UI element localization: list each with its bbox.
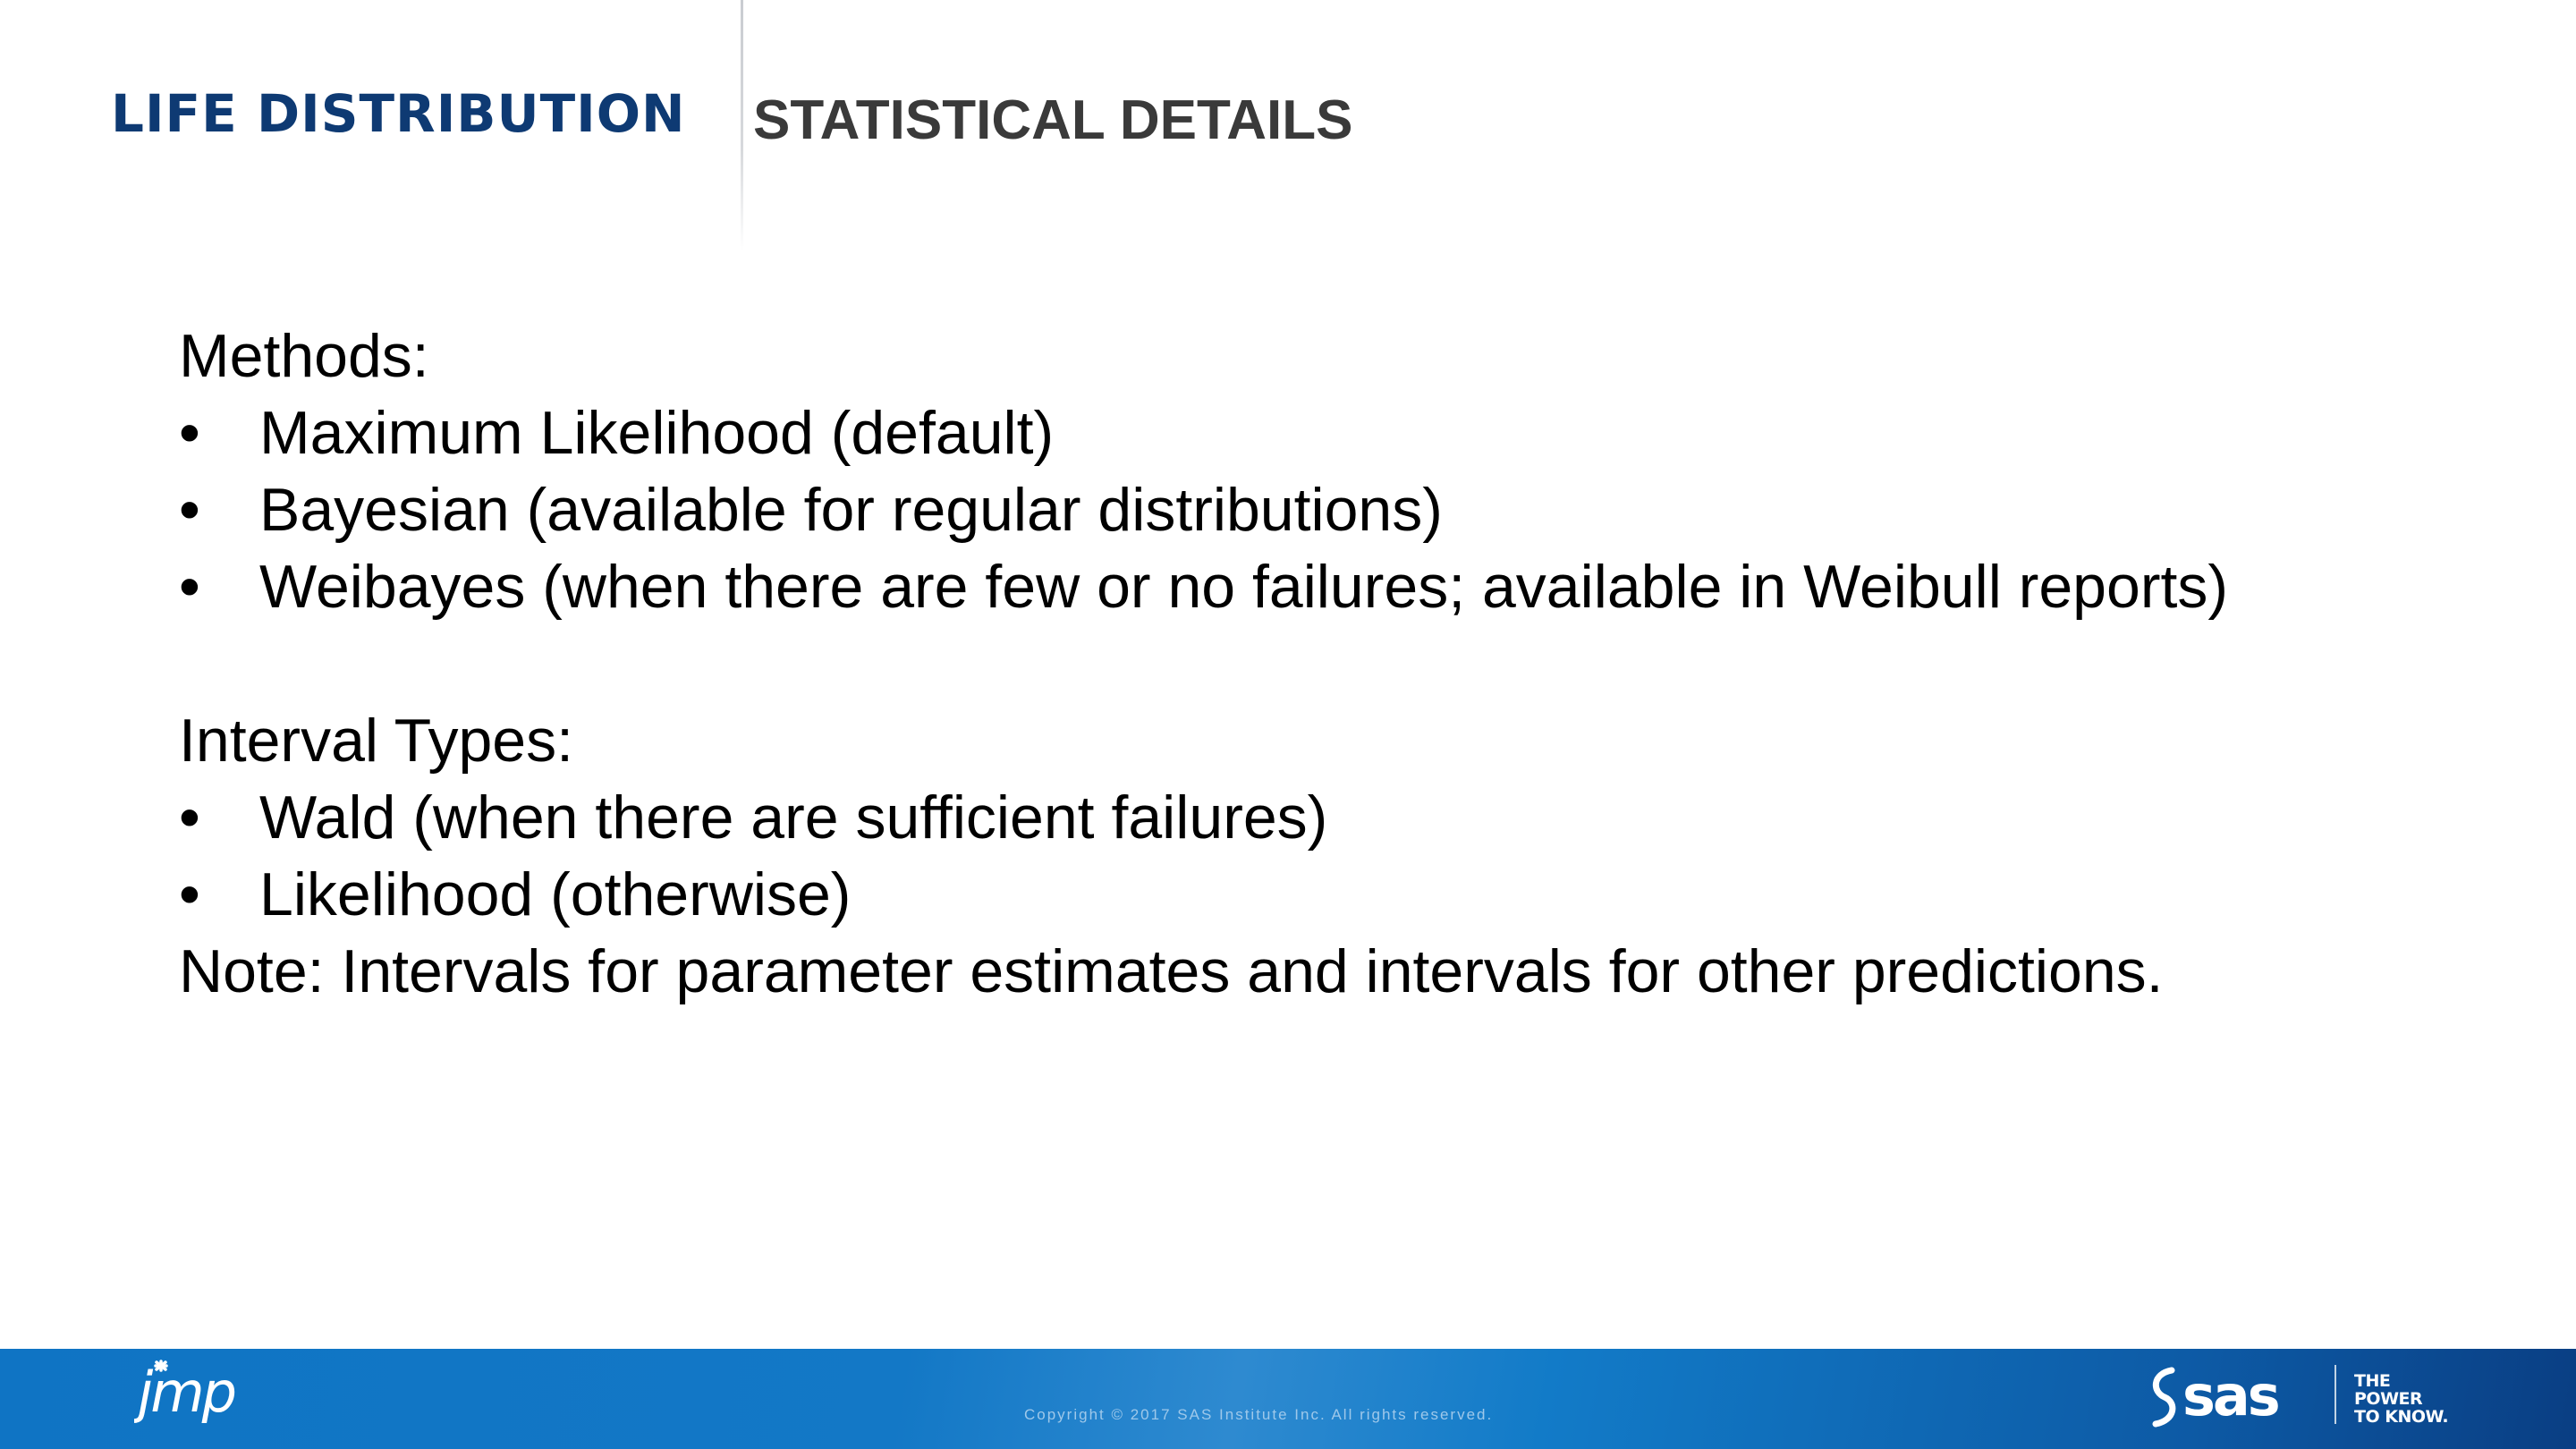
interval-item-text: Wald (when there are sufficient failures) [259,784,1328,852]
header-divider [741,0,743,250]
bullet-icon: • [179,784,200,852]
tagline-line: TO KNOW. [2354,1407,2449,1427]
sas-logo-text: sas [2182,1363,2278,1428]
jmp-logo [134,1351,277,1440]
method-item-text: Weibayes (when there are few or no failures; available in Weibull reports) [259,553,2229,621]
bullet-icon: • [179,399,200,467]
list-item [179,779,2469,856]
list-item [179,548,2469,625]
sas-logo [2145,1361,2324,1431]
section-spacer [179,625,2469,702]
tagline-line: POWER [2354,1389,2423,1409]
tagline [2354,1372,2448,1426]
tagline-line: THE [2354,1371,2391,1391]
method-item-text: Maximum Likelihood (default) [259,399,1055,467]
interval-types-heading: Interval Types: [179,707,573,775]
bullet-icon: • [179,476,200,544]
logo-divider [2334,1365,2336,1424]
bullet-icon: • [179,860,200,928]
bullet-icon: • [179,553,200,621]
methods-heading: Methods: [179,322,429,390]
interval-item-text: Likelihood (otherwise) [259,860,852,928]
slide-body [179,318,2469,1010]
jmp-logo-text: jmp [138,1360,234,1425]
list-item [179,394,2469,471]
list-item [179,471,2469,548]
copyright-text: Copyright © 2017 SAS Institute Inc. All rights reserved. [1024,1406,1494,1423]
note-text: Note: Intervals for parameter estimates and intervals for other predictions. [179,937,2164,1005]
slide-subtitle: STATISTICAL DETAILS [753,89,1353,151]
list-item [179,856,2469,933]
slide-title: LIFE DISTRIBUTION [111,83,686,144]
method-item-text: Bayesian (available for regular distributions) [259,476,1443,544]
